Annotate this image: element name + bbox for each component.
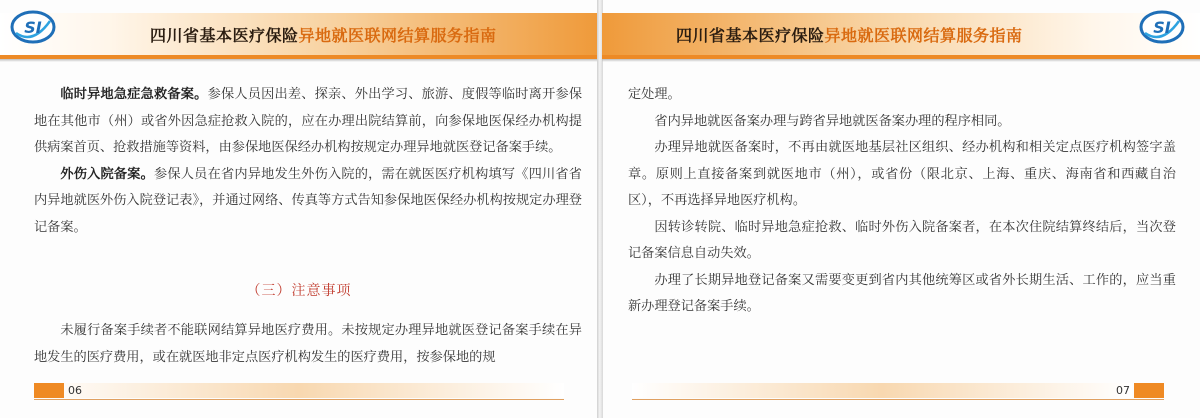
- si-logo-icon: [10, 9, 56, 45]
- paragraph-continuation: 定处理。: [628, 87, 681, 102]
- right-page: [602, 0, 1200, 418]
- page-number: 06: [68, 384, 82, 397]
- paragraph-re-register: 办理了长期异地登记备案又需要变更到省内其他统筹区或省外长期生活、工作的，应当重新办理登记备案手续。: [628, 272, 1176, 314]
- si-logo-icon: [1139, 9, 1185, 45]
- page-title: [676, 23, 1023, 46]
- paragraph-injury-filing: [34, 162, 582, 242]
- paragraph-auto-expire: 因转诊转院、临时异地急症抢救、临时外伤入院备案者，在本次住院结算终结后，当次登记备案信息自动失效。: [628, 219, 1176, 261]
- header-shadow: [602, 59, 1200, 62]
- footer-accent: [34, 383, 64, 398]
- paragraph-same-procedure: 省内异地就医备案办理与跨省异地就医备案办理的程序相同。: [654, 113, 1011, 129]
- left-page: [0, 0, 598, 418]
- left-body-text: [34, 82, 582, 241]
- footer-bar: [34, 383, 564, 398]
- paragraph-lead: 外伤入院备案。: [60, 166, 155, 182]
- header-shadow: [0, 59, 598, 62]
- paragraph-no-stamp: 办理异地就医备案时，不再由就医地基层社区组织、经办机构和相关定点医疗机构签字盖章。原则上直接备案到就医地市（州），或省份（限北京、上海、重庆、海南省和西藏自治区），不再选择异地医疗机构。: [628, 140, 1176, 208]
- logo-text: SI: [24, 18, 42, 37]
- title-primary: 四川省基本医疗保险: [676, 26, 825, 45]
- left-section-body: [34, 318, 582, 371]
- paragraph-emergency-filing: [34, 82, 582, 162]
- logo-text: SI: [1153, 18, 1171, 37]
- footer-bar: [632, 383, 1132, 398]
- footer-accent: [1134, 383, 1164, 398]
- paragraph-text: 参保人员因出差、探亲、外出学习、旅游、度假等临时离开参保地在其他市（州）或省外因急症抢救入院的，应在办理出院结算前，向参保地医保经办机构提供病案首页、抢救措施等资料，由参保地医保经办机构按规定办理异地就医登记备案手续。: [34, 87, 583, 155]
- footer-rule: [632, 399, 1164, 400]
- right-body-text: [628, 82, 1176, 321]
- title-primary: 四川省基本医疗保险: [150, 26, 299, 45]
- paragraph-notice: 未履行备案手续者不能联网结算异地医疗费用。未按规定办理异地就医登记备案手续在异地发生的医疗费用，或在就医地非定点医疗机构发生的医疗费用，按参保地的规: [34, 323, 582, 365]
- page-number: 07: [1116, 384, 1130, 397]
- title-highlight: 异地就医联网结算服务指南: [824, 26, 1023, 45]
- section-heading: （三）注意事项: [246, 283, 352, 299]
- paragraph-text: 参保人员在省内异地发生外伤入院的，需在就医医疗机构填写《四川省省内异地就医外伤入院登记表》，并通过网络、传真等方式告知参保地医保经办机构按规定办理登记备案。: [34, 166, 582, 235]
- paragraph-lead: 临时异地急症急救备案。: [60, 87, 208, 102]
- footer-rule: [34, 399, 564, 400]
- page-title: [150, 23, 497, 46]
- title-highlight: 异地就医联网结算服务指南: [298, 26, 497, 45]
